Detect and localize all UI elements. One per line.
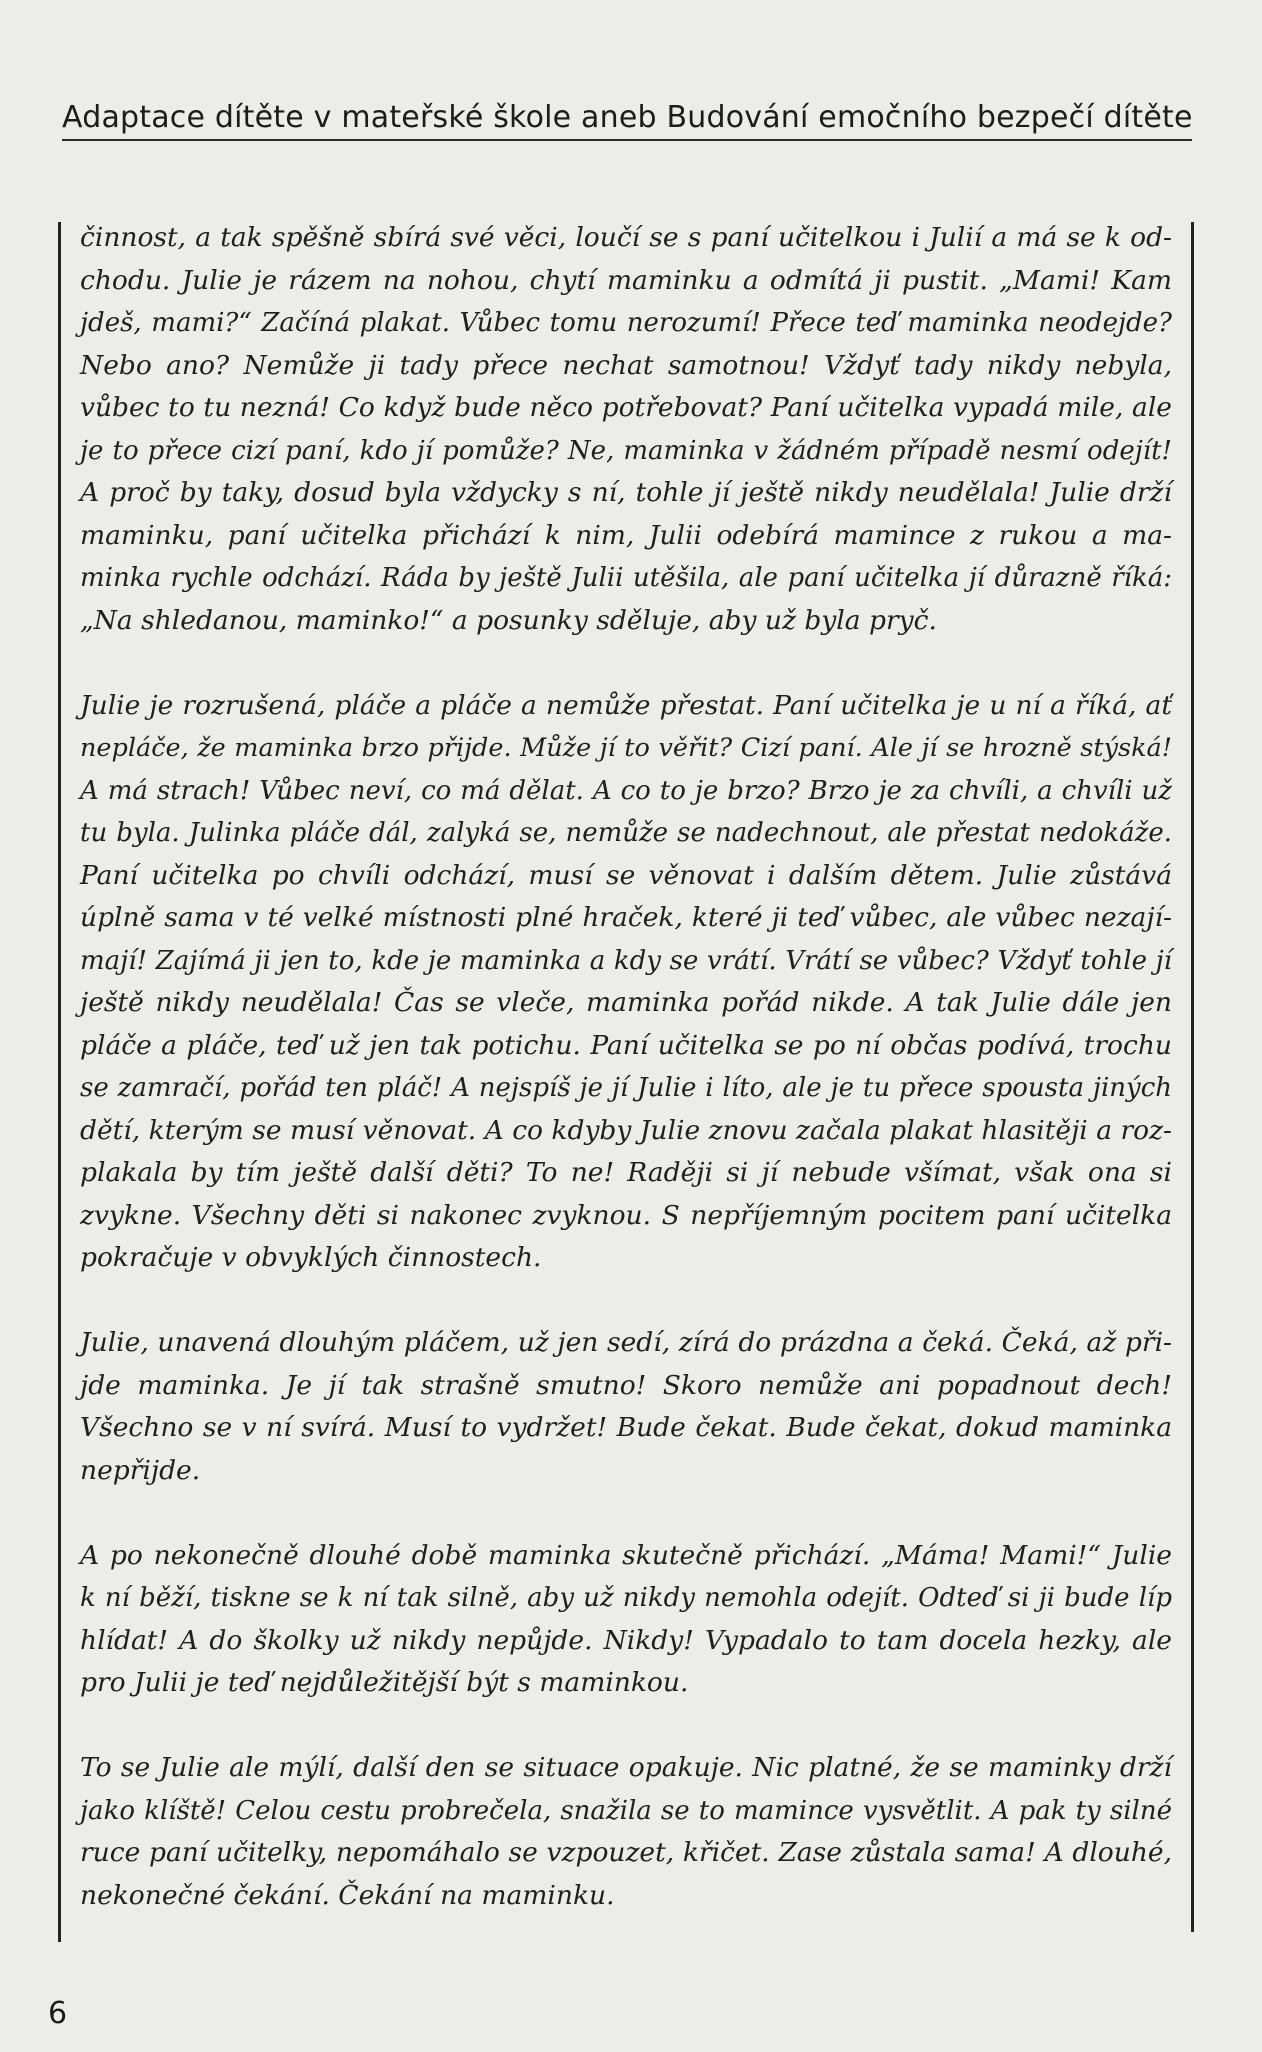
text-line: jde maminka. Je jí tak strašně smutno! Skoro nemůže ani popadnout dech! <box>80 1369 1172 1401</box>
text-line: jako klíště! Celou cestu probrečela, snažila se to mamince vysvětlit. A pak ty silné <box>80 1795 1172 1826</box>
text-line: hlídat! A do školky už nikdy nepůjde. Nikdy! Vypadalo to tam docela hezky, ale <box>80 1624 1172 1656</box>
text-line: A má strach! Vůbec neví, co má dělat. A co to je brzo? Brzo je za chvíli, a chvíli už <box>80 775 1172 806</box>
text-line: nepřijde. <box>80 1454 201 1486</box>
running-header: Adaptace dítěte v mateřské škole aneb Budování emočního bezpečí dítěte <box>62 100 1192 141</box>
text-line: minka rychle odchází. Ráda by ještě Julii utěšila, ale paní učitelka jí důrazně říká: <box>80 563 1172 593</box>
text-line: k ní běží, tiskne se k ní tak silně, aby už nikdy nemohla odejít. Odteď si ji bude líp <box>80 1583 1172 1613</box>
text-line: A proč by taky, dosud byla vždycky s ní, tohle jí ještě nikdy neudělala! Julie drží <box>80 477 1172 508</box>
text-line: Paní učitelka po chvíli odchází, musí se věnovat i dalším dětem. Julie zůstává <box>80 859 1172 891</box>
paragraph <box>80 1535 1172 1705</box>
text-line: pláče a pláče, teď už jen tak potichu. Paní učitelka se po ní občas podívá, trochu <box>80 1029 1172 1061</box>
text-line: Všechno se v ní svírá. Musí to vydržet! Bude čekat. Bude čekat, dokud maminka <box>80 1412 1172 1443</box>
text-line: Nebo ano? Nemůže ji tady přece nechat samotnou! Vždyť tady nikdy nebyla, <box>80 349 1172 381</box>
text-line: Julie je rozrušená, pláče a pláče a nemůže přestat. Paní učitelka je u ní a říká, ať <box>80 689 1172 721</box>
paragraph <box>80 685 1172 1280</box>
text-line: jdeš, mami?“ Začíná plakat. Vůbec tomu nerozumí! Přece teď maminka neodejde? <box>80 308 1172 338</box>
left-frame-rule <box>58 222 61 1942</box>
text-line: nepláče, že maminka brzo přijde. Může jí to věřit? Cizí paní. Ale jí se hrozně stýská! <box>80 733 1172 763</box>
text-line: ještě nikdy neudělala! Čas se vleče, maminka pořád nikde. A tak Julie dále jen <box>80 987 1172 1018</box>
page-number: 6 <box>48 1996 68 2031</box>
right-frame-rule <box>1191 222 1194 1932</box>
text-line: úplně sama v té velké místnosti plné hraček, které ji teď vůbec, ale vůbec nezají- <box>80 902 1172 933</box>
text-line: mají! Zajímá ji jen to, kde je maminka a kdy se vrátí. Vrátí se vůbec? Vždyť tohle jí <box>80 945 1172 976</box>
text-line: „Na shledanou, maminko!“ a posunky sděluje, aby už byla pryč. <box>80 604 937 636</box>
text-line: tu byla. Julinka pláče dál, zalyká se, nemůže se nadechnout, ale přestat nedokáže. <box>80 818 1172 848</box>
text-line: Julie, unavená dlouhým pláčem, už jen sedí, zírá do prázdna a čeká. Čeká, až při- <box>80 1327 1172 1358</box>
text-line: maminku, paní učitelka přichází k nim, Julii odebírá mamince z rukou a ma- <box>80 519 1172 551</box>
text-line: zvykne. Všechny děti si nakonec zvyknou. S nepříjemným pocitem paní učitelka <box>80 1199 1172 1231</box>
text-line: chodu. Julie je rázem na nohou, chytí maminku a odmítá ji pustit. „Mami! Kam <box>80 264 1172 296</box>
text-line: To se Julie ale mýlí, další den se situace opakuje. Nic platné, že se maminky drží <box>80 1752 1172 1783</box>
text-line: pokračuje v obvyklých činnostech. <box>80 1242 542 1273</box>
text-line: ruce paní učitelky, nepomáhalo se vzpouzet, křičet. Zase zůstala sama! A dlouhé, <box>80 1837 1172 1868</box>
text-line: se zamračí, pořád ten pláč! A nejspíš je jí Julie i líto, ale je tu přece spousta jiných <box>80 1073 1172 1103</box>
paragraph <box>80 1322 1172 1492</box>
story-text-block <box>80 217 1172 1960</box>
text-line: činnost, a tak spěšně sbírá své věci, loučí se s paní učitelkou i Julií a má se k od- <box>80 222 1172 253</box>
text-line: je to přece cizí paní, kdo jí pomůže? Ne, maminka v žádném případě nesmí odejít! <box>80 435 1172 466</box>
text-line: dětí, kterým se musí věnovat. A co kdyby Julie znovu začala plakat hlasitěji a roz- <box>80 1114 1172 1146</box>
text-line: vůbec to tu nezná! Co když bude něco potřebovat? Paní učitelka vypadá mile, ale <box>80 392 1172 423</box>
text-line: pro Julii je teď nejdůležitější být s maminkou. <box>80 1667 689 1698</box>
text-line: nekonečné čekání. Čekání na maminku. <box>80 1879 615 1911</box>
paragraph <box>80 1747 1172 1917</box>
paragraph <box>80 217 1172 642</box>
text-line: plakala by tím ještě další děti? To ne! Raději si jí nebude všímat, však ona si <box>80 1157 1172 1188</box>
text-line: A po nekonečně dlouhé době maminka skutečně přichází. „Máma! Mami!“ Julie <box>80 1539 1172 1571</box>
